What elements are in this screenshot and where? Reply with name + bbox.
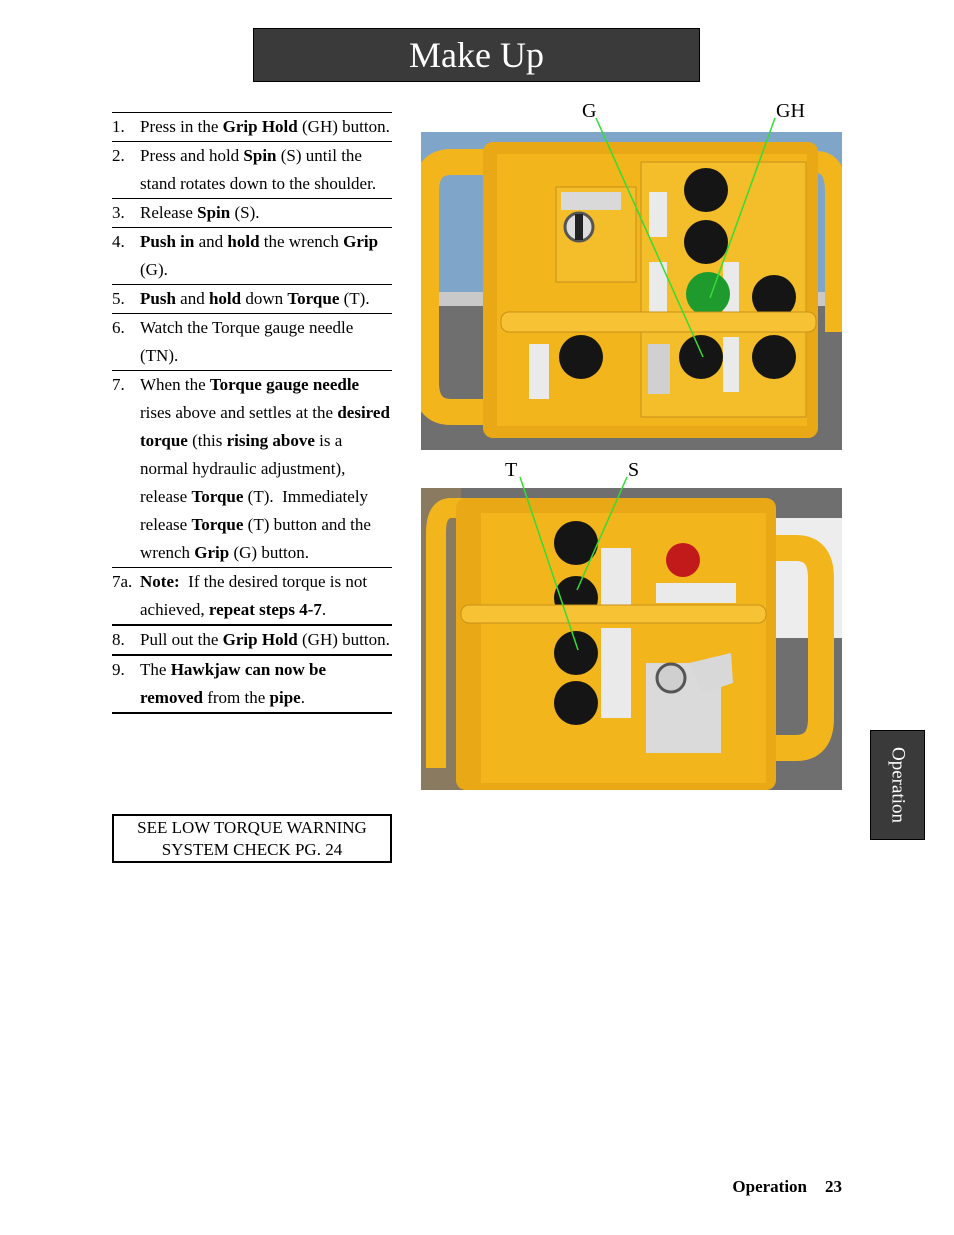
step-number: 3. <box>112 203 125 222</box>
guard-bar <box>501 312 816 332</box>
step-item <box>112 656 392 714</box>
step-text: The Hawkjaw can now be removed from the pipe. <box>140 660 327 707</box>
step-text: Watch the Torque gauge needle (TN). <box>140 318 354 365</box>
label-gh: GH <box>776 100 805 122</box>
step-item <box>112 314 392 371</box>
torque-set-knob-icon <box>657 664 685 692</box>
page-footer <box>732 1177 842 1197</box>
step-item <box>112 199 392 228</box>
close-button-icon <box>559 335 603 379</box>
step-text: Release Spin (S). <box>140 203 260 222</box>
step-number: 4. <box>112 232 125 251</box>
label-s: S <box>628 459 640 481</box>
step-text: Note: If the desired torque is not achieved, repeat steps 4-7. <box>140 572 368 619</box>
step-text: When the Torque gauge needle rises above and settles at the desired torque (this rising above is a normal hydraulic adjustment), release Torque (T). Immediately release Torque (T) button and the wrench Grip (G) button. <box>140 375 390 562</box>
label-g: G <box>582 100 597 122</box>
step-number: 7. <box>112 375 125 394</box>
off-button-icon <box>554 681 598 725</box>
step-number: 2. <box>112 146 125 165</box>
grip-button-icon <box>679 335 723 379</box>
step-item <box>112 228 392 285</box>
on-button-icon <box>554 521 598 565</box>
step-item <box>112 626 392 656</box>
emergency-stop-icon <box>666 543 700 577</box>
step-number: 7a. <box>112 572 133 591</box>
footer-section: Operation <box>732 1177 807 1196</box>
warning-box <box>112 814 392 863</box>
steps-list <box>112 112 392 714</box>
step-text: Press and hold Spin (S) until the stand rotates down to the shoulder. <box>140 146 377 193</box>
step-number: 8. <box>112 630 125 649</box>
tilt-down-button-icon <box>684 220 728 264</box>
step-item <box>112 371 392 568</box>
step-text: Push and hold down Torque (T). <box>140 289 370 308</box>
section-side-tab <box>870 730 925 840</box>
control-panel-photo-lower <box>421 488 842 790</box>
grip-hold-button-icon <box>686 272 730 316</box>
step-number: 5. <box>112 289 125 308</box>
page-title: Make Up <box>253 28 700 82</box>
step-item <box>112 113 392 142</box>
step-item <box>112 285 392 314</box>
step-number: 9. <box>112 660 125 679</box>
step-item <box>112 568 392 626</box>
tilt-up-button-icon <box>684 168 728 212</box>
side-tab-label: Operation <box>887 747 909 823</box>
label-t: T <box>505 459 518 481</box>
step-item <box>112 142 392 199</box>
guard-bar <box>461 605 766 623</box>
lower-button-icon <box>752 335 796 379</box>
step-text: Push in and hold the wrench Grip (G). <box>140 232 379 279</box>
warning-line-2: SYSTEM CHECK PG. 24 <box>161 840 343 859</box>
page-number: 23 <box>825 1177 842 1196</box>
step-number: 6. <box>112 318 125 337</box>
step-number: 1. <box>112 117 125 136</box>
control-panel-photo-upper <box>421 132 842 450</box>
torque-button-icon <box>554 631 598 675</box>
step-text: Pull out the Grip Hold (GH) button. <box>140 630 390 649</box>
step-text: Press in the Grip Hold (GH) button. <box>140 117 390 136</box>
warning-line-1: SEE LOW TORQUE WARNING <box>137 818 367 837</box>
